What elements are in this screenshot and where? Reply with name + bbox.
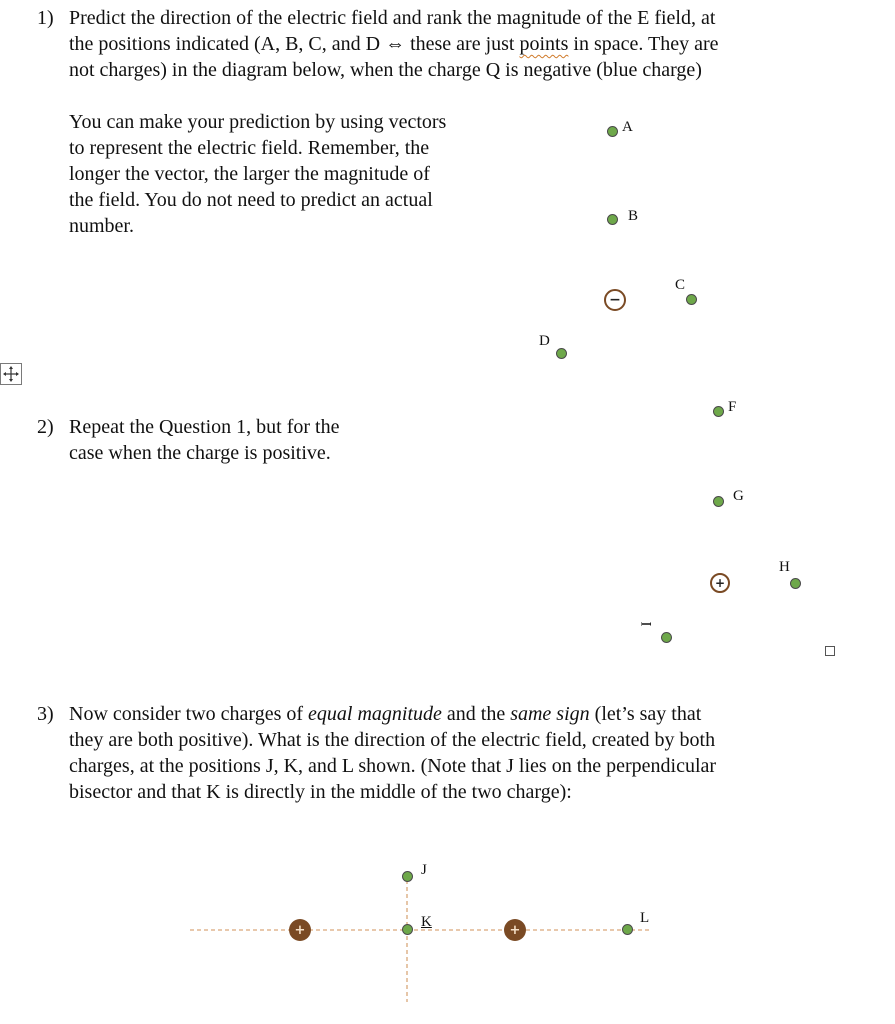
positive-charge-right: + [504, 919, 526, 941]
question-1-number: 1) [37, 7, 54, 29]
label-g: G [733, 488, 744, 504]
question-1-text: Predict the direction of the electric field and rank the magnitude of the E field, at the positions indicated (A, B, C, and D ⇔ these are just points in space. They are not charges) in the diagram below, when the charge Q is negative (blue charge) [69, 7, 719, 81]
question-3-number: 3) [37, 703, 54, 725]
label-j: J [421, 862, 427, 878]
positive-charge: + [710, 573, 730, 593]
point-l [622, 924, 633, 935]
label-b: B [628, 208, 639, 224]
positive-charge-left: + [289, 919, 311, 941]
question-1-note: You can make your prediction by using vectors to represent the electric field. Remember, the longer the vector, the larger the magnitude of the field. You do not need to predict an actual number. [69, 111, 447, 237]
label-l: L [640, 910, 650, 926]
label-c: C [675, 277, 686, 293]
negative-charge: − [604, 289, 626, 311]
question-2-text: Repeat the Question 1, but for the case when the charge is positive. [69, 416, 340, 464]
label-i: I [637, 621, 654, 627]
label-d: D [539, 333, 550, 349]
point-k [402, 924, 413, 935]
question-2-number: 2) [37, 416, 54, 438]
label-k: K [421, 914, 432, 930]
label-a: A [622, 119, 633, 135]
point-j [402, 871, 413, 882]
question-3-text: Now consider two charges of equal magnitude and the same sign (let’s say that they are both positive). What is the direction of the electric field, created by both charges, at the positions J, K, and L shown. (Note that J lies on the perpendicular bisector and that K is directly in the middle of the two charge): [69, 703, 717, 803]
label-h: H [779, 559, 790, 575]
label-f: F [728, 399, 737, 415]
